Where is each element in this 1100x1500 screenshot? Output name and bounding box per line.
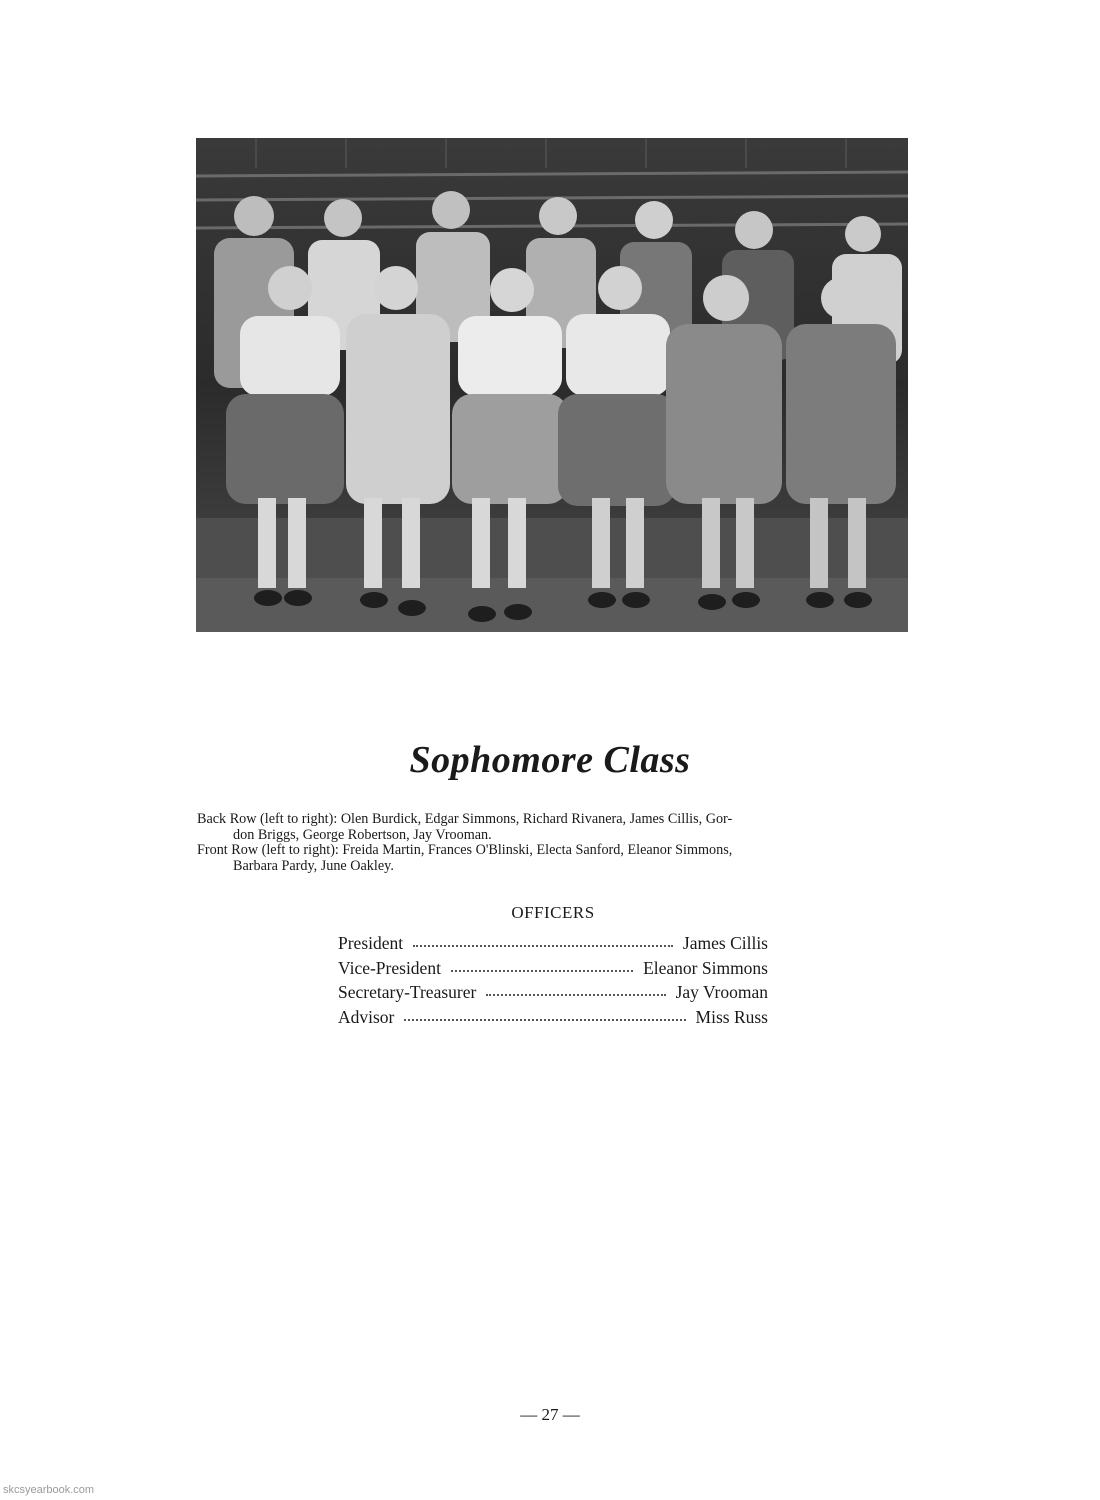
officer-role: Advisor — [338, 1007, 395, 1028]
caption-front-row-line2: Barbara Pardy, June Oakley. — [233, 857, 394, 874]
officer-row — [338, 1007, 768, 1032]
watermark: skcsyearbook.com — [3, 1484, 95, 1496]
officer-name: Miss Russ — [695, 1007, 768, 1028]
class-photo-illustration — [196, 138, 908, 632]
officers-heading: OFFICERS — [511, 903, 595, 922]
page-title: Sophomore Class — [409, 739, 691, 781]
officer-row — [338, 982, 768, 1007]
officer-row — [338, 933, 768, 958]
officer-role: President — [338, 933, 404, 953]
dot-leader — [413, 945, 673, 947]
caption-front-row-line1: Front Row (left to right): Freida Martin, Frances O'Blinski, Electa Sanford, Eleanor Simmons, — [197, 842, 733, 859]
dot-leader — [404, 1019, 685, 1021]
officer-role: Vice-President — [338, 957, 441, 978]
photo-caption — [197, 812, 909, 874]
officer-name: Jay Vrooman — [675, 982, 768, 1003]
dot-leader — [451, 970, 633, 972]
officer-name: James Cillis — [682, 933, 768, 953]
officers-list — [338, 933, 768, 1032]
caption-back-row-line1: Back Row (left to right): Olen Burdick, Edgar Simmons, Richard Rivanera, James Cillis, Gor- — [197, 811, 733, 827]
dot-leader — [486, 994, 665, 996]
class-photo — [196, 138, 908, 632]
officer-name: Eleanor Simmons — [643, 957, 768, 978]
officer-role: Secretary-Treasurer — [338, 982, 477, 1003]
page-number: — 27 — — [520, 1405, 580, 1424]
officer-row — [338, 958, 768, 983]
caption-back-row-line2: don Briggs, George Robertson, Jay Vrooman. — [233, 826, 492, 843]
